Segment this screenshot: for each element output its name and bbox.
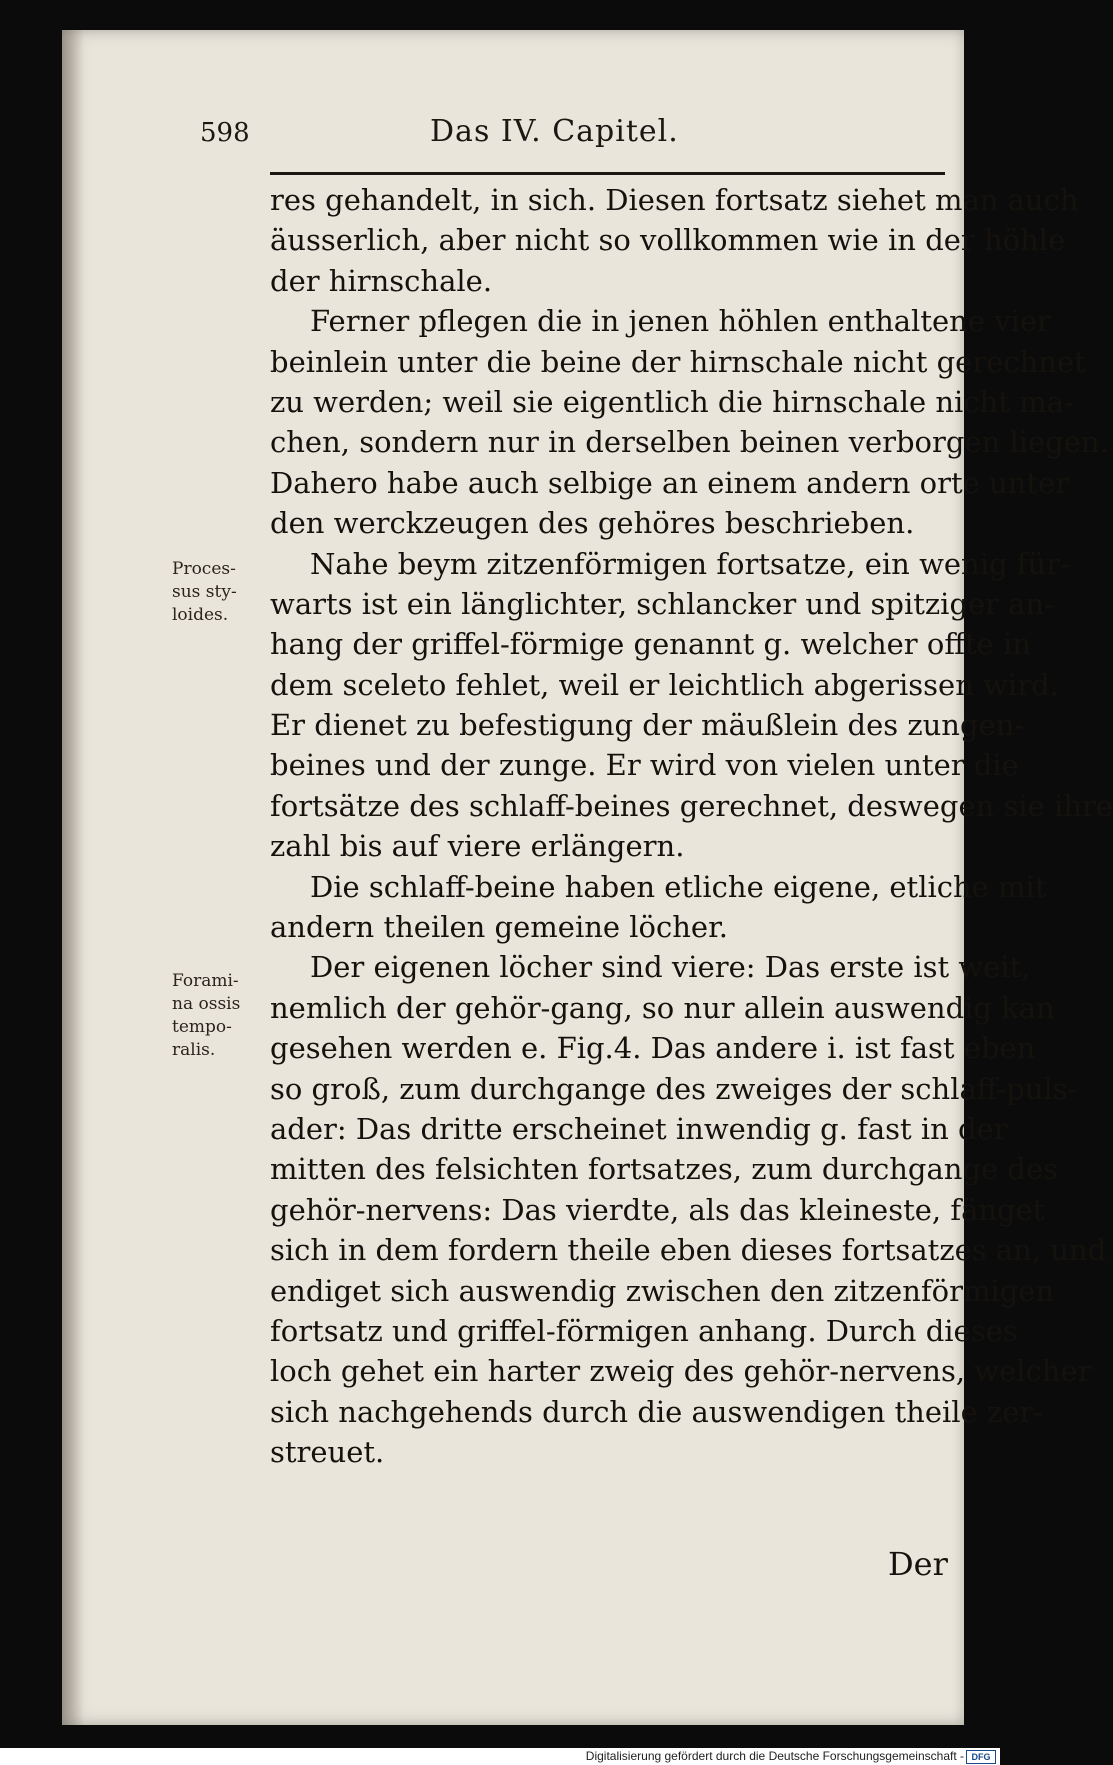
running-title: Das IV. Capitel. bbox=[430, 114, 679, 149]
text-line: warts ist ein länglichter, schlancker und spitziger an- bbox=[270, 586, 1055, 621]
text-line: Die schlaff-beine haben etliche eigene, etliche mit bbox=[310, 869, 1047, 904]
margin-note-foramina bbox=[172, 970, 264, 1062]
text-line: so groß, zum durchgange des zweiges der schlaff-puls- bbox=[270, 1071, 1078, 1106]
text-line: andern theilen gemeine löcher. bbox=[270, 910, 728, 945]
margin-note-line: loides. bbox=[172, 605, 229, 625]
text-line: gehör-nervens: Das vierdte, als das kleineste, fänget bbox=[270, 1192, 1045, 1227]
gutter-shadow bbox=[62, 30, 84, 1725]
catchword: Der bbox=[888, 1545, 948, 1583]
text-line: der hirnschale. bbox=[270, 263, 493, 298]
text-line: nemlich der gehör-gang, so nur allein auswendig kan bbox=[270, 990, 1055, 1025]
text-line: endiget sich auswendig zwischen den zitzenförmigen bbox=[270, 1273, 1055, 1308]
text-line: fortsatz und griffel-förmigen anhang. Durch dieses bbox=[270, 1313, 1018, 1348]
text-line: Nahe beym zitzenförmigen fortsatze, ein wenig für- bbox=[310, 546, 1070, 581]
margin-note-line: tempo- bbox=[172, 1017, 232, 1037]
text-line: streuet. bbox=[270, 1435, 385, 1470]
text-line: fortsätze des schlaff-beines gerechnet, deswegen sie ihre bbox=[270, 788, 1113, 823]
margin-note-line: sus sty- bbox=[172, 582, 237, 602]
text-line: hang der griffel-förmige genannt g. welcher offte in bbox=[270, 627, 1031, 662]
text-line: den werckzeugen des gehöres beschrieben. bbox=[270, 506, 915, 541]
margin-note-processus-styloides bbox=[172, 558, 264, 627]
text-line: beines und der zunge. Er wird von vielen unter die bbox=[270, 748, 1019, 783]
margin-note-line: na ossis bbox=[172, 994, 241, 1014]
text-line: äusserlich, aber nicht so vollkommen wie in der höhle bbox=[270, 223, 1066, 258]
text-line: loch gehet ein harter zweig des gehör-nervens, welcher bbox=[270, 1354, 1092, 1389]
text-line: res gehandelt, in sich. Diesen fortsatz siehet man auch bbox=[270, 183, 1079, 217]
text-line: mitten des felsichten fortsatzes, zum durchgange des bbox=[270, 1152, 1058, 1187]
margin-note-line: Forami- bbox=[172, 971, 239, 991]
text-line: gesehen werden e. Fig.4. Das andere i. ist fast eben bbox=[270, 1031, 1036, 1066]
text-line: Der eigenen löcher sind viere: Das erste ist weit, bbox=[310, 950, 1031, 985]
header-rule bbox=[270, 172, 945, 175]
text-line: Ferner pflegen die in jenen höhlen enthaltene vier bbox=[310, 304, 1051, 339]
text-line: sich nachgehends durch die auswendigen theile zer- bbox=[270, 1394, 1044, 1429]
dfg-logo[interactable]: DFG bbox=[966, 1750, 996, 1764]
text-line: sich in dem fordern theile eben dieses fortsatzes an, und bbox=[270, 1233, 1107, 1268]
text-line: chen, sondern nur in derselben beinen verborgen liegen. bbox=[270, 425, 1109, 460]
page-header bbox=[200, 108, 940, 156]
text-line: beinlein unter die beine der hirnschale nicht gerechnet bbox=[270, 344, 1086, 379]
text-line: zahl bis auf viere erlängern. bbox=[270, 829, 685, 864]
margin-note-line: ralis. bbox=[172, 1040, 216, 1060]
footer-credit: Digitalisierung gefördert durch die Deutsche Forschungsgemeinschaft - bbox=[585, 1749, 964, 1763]
body-text bbox=[270, 180, 1113, 1473]
page-number: 598 bbox=[200, 118, 250, 148]
text-line: Dahero habe auch selbige an einem andern orte unter bbox=[270, 465, 1070, 500]
margin-note-line: Proces- bbox=[172, 559, 236, 579]
text-line: ader: Das dritte erscheinet inwendig g. fast in der bbox=[270, 1111, 1008, 1146]
text-line: Er dienet zu befestigung der mäußlein des zungen- bbox=[270, 708, 1025, 743]
text-line: zu werden; weil sie eigentlich die hirnschale nicht ma- bbox=[270, 384, 1074, 419]
text-line: dem sceleto fehlet, weil er leichtlich abgerissen wird. bbox=[270, 667, 1059, 702]
footer-bar bbox=[0, 1748, 1000, 1765]
